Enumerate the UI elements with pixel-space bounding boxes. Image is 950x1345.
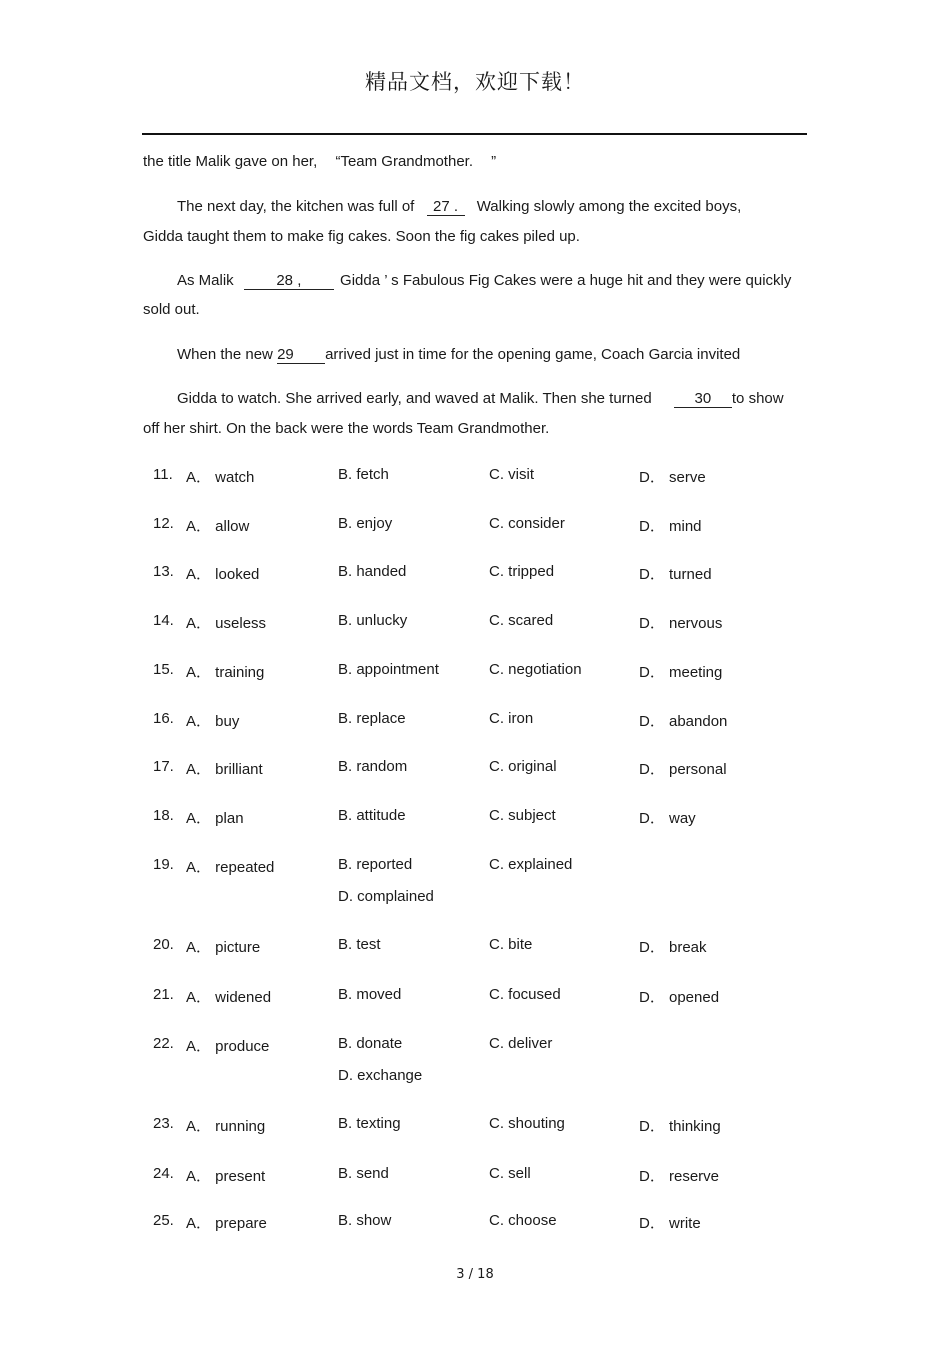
question-number: 21. [153, 986, 174, 1003]
passage-line-5 [143, 301, 200, 318]
option-c: C. iron [489, 710, 534, 727]
option-d: D． personal [639, 761, 727, 778]
question-number: 18. [153, 807, 174, 824]
blank-30: 30 [674, 391, 732, 408]
passage-text: arrived just in time for the opening game, Coach Garcia invited [325, 346, 741, 363]
passage-text: sold out. [143, 301, 200, 318]
option-d: D． meeting [639, 664, 723, 681]
option-c: C. shouting [489, 1115, 565, 1132]
option-c: C. focused [489, 986, 561, 1003]
option-b: B. attitude [338, 807, 406, 824]
option-c: C. tripped [489, 563, 555, 580]
passage-text: The next day, the kitchen was full of [177, 198, 415, 215]
option-c: C. visit [489, 466, 534, 483]
question-number: 11. [153, 466, 173, 483]
passage-line-3 [143, 228, 580, 245]
option-c: C. negotiation [489, 661, 582, 678]
option-b: B. show [338, 1212, 392, 1229]
option-b: B. fetch [338, 466, 389, 483]
option-b: B. enjoy [338, 515, 393, 532]
passage-text: Gidda taught them to make fig cakes. Soon the fig cakes piled up. [143, 228, 580, 245]
question-number: 16. [153, 710, 174, 727]
passage-line-6 [177, 346, 740, 364]
question-number: 14. [153, 612, 174, 629]
question-number: 25. [153, 1212, 174, 1229]
passage-text: to show [731, 390, 784, 407]
option-c: C. consider [489, 515, 565, 532]
option-c: C. subject [489, 807, 556, 824]
option-b: B. reported [338, 856, 413, 873]
option-b: B. handed [338, 563, 407, 580]
passage-text: As Malik [177, 272, 234, 289]
option-d: D． break [639, 939, 707, 956]
option-b: B. appointment [338, 661, 439, 678]
option-a: A． repeated [186, 859, 275, 876]
option-b: B. moved [338, 986, 402, 1003]
passage-text: off her shirt. On the back were the words Team Grandmother. [143, 420, 550, 437]
question-number: 24. [153, 1165, 174, 1182]
option-d: D． thinking [639, 1118, 721, 1135]
passage-line-8 [143, 420, 549, 437]
option-d: D． turned [639, 566, 712, 583]
option-a: A． picture [186, 939, 261, 956]
option-b: B. donate [338, 1035, 403, 1052]
option-a: A． present [186, 1168, 266, 1185]
question-number: 22. [153, 1035, 174, 1052]
passage-text: When the new [177, 346, 273, 363]
option-b: B. test [338, 936, 381, 953]
option-a: A． prepare [186, 1215, 267, 1232]
option-b: B. replace [338, 710, 406, 727]
header-divider [142, 133, 807, 135]
passage-text: Gidda to watch. She arrived early, and waved at Malik. Then she turned [177, 390, 652, 407]
option-c: C. sell [489, 1165, 531, 1182]
option-d: D． reserve [639, 1168, 720, 1185]
option-a: A． plan [186, 810, 244, 827]
option-d: D． abandon [639, 713, 728, 730]
page-number: 3 / 18 [456, 1267, 494, 1282]
passage-text: Walking slowly among the excited boys, [476, 198, 742, 215]
passage-text: Gidda ’ s Fabulous Fig Cakes were a huge hit and they were quickly [340, 272, 792, 289]
option-d: D． write [639, 1215, 701, 1232]
option-b: B. random [338, 758, 408, 775]
option-a: A． useless [186, 615, 267, 632]
option-d: D. exchange [338, 1067, 423, 1084]
option-d: D． nervous [639, 615, 723, 632]
option-c: C. scared [489, 612, 554, 629]
option-b: B. unlucky [338, 612, 408, 629]
blank-27: 27 . [427, 199, 465, 216]
blank-29: 29 [277, 347, 325, 364]
option-d: D． way [639, 810, 696, 827]
option-a: A． brilliant [186, 761, 263, 778]
page-header-title: 精品文档，欢迎下载！ [365, 70, 585, 94]
question-number: 17. [153, 758, 174, 775]
option-a: A． running [186, 1118, 266, 1135]
question-number: 20. [153, 936, 174, 953]
blank-28: 28 , [244, 273, 334, 290]
question-number: 13. [153, 563, 174, 580]
option-d: D． opened [639, 989, 720, 1006]
question-number: 15. [153, 661, 174, 678]
question-number: 23. [153, 1115, 174, 1132]
option-c: C. deliver [489, 1035, 553, 1052]
option-a: A． widened [186, 989, 272, 1006]
passage-text: the title Malik gave on her, [143, 153, 318, 170]
option-a: A． buy [186, 713, 240, 730]
quote-close: ” [491, 153, 497, 170]
option-d: D. complained [338, 888, 434, 905]
passage-line-1 [143, 153, 496, 170]
question-number: 19. [153, 856, 174, 873]
option-d: D． mind [639, 518, 702, 535]
option-b: B. send [338, 1165, 389, 1182]
passage-line-7 [177, 390, 784, 408]
option-c: C. original [489, 758, 557, 775]
option-a: A． allow [186, 518, 250, 535]
question-number: 12. [153, 515, 174, 532]
option-a: A． produce [186, 1038, 270, 1055]
passage-line-2 [177, 198, 741, 216]
passage-text: Team Grandmother. [340, 153, 473, 170]
option-c: C. bite [489, 936, 533, 953]
option-d: D． serve [639, 469, 706, 486]
quote-open: “ [335, 153, 341, 170]
option-a: A． watch [186, 469, 255, 486]
passage-line-4 [177, 272, 791, 290]
option-c: C. choose [489, 1212, 557, 1229]
option-b: B. texting [338, 1115, 401, 1132]
option-a: A． training [186, 664, 265, 681]
option-a: A． looked [186, 566, 260, 583]
option-c: C. explained [489, 856, 573, 873]
